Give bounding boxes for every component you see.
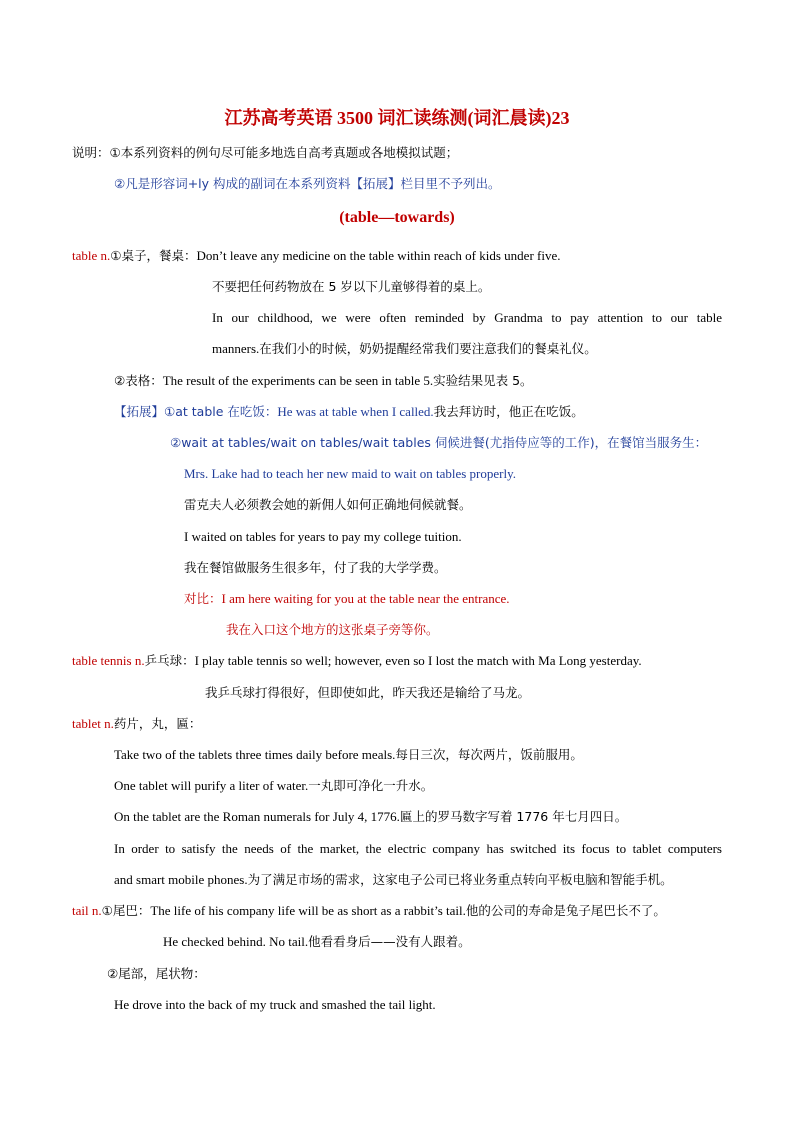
example-zh-text: 雷克夫人必须教会她的新佣人如何正确地伺候就餐。 <box>184 497 472 512</box>
example-en: One tablet will purify a liter of water. <box>114 778 309 793</box>
example-zh-text: 我在餐馆做服务生很多年，付了我的大学学费。 <box>184 560 447 575</box>
example-line <box>114 871 673 889</box>
example-zh <box>184 496 472 514</box>
entry-sense: ①桌子，餐桌： <box>110 248 197 263</box>
example-zh: 他看看身后——没有人跟着。 <box>308 934 471 949</box>
example-en: I play table tennis so well; however, even so I lost the match with Ma Long yesterday. <box>194 653 642 668</box>
example-zh: 为了满足市场的需求，这家电子公司已将业务重点转向平板电脑和智能手机。 <box>247 872 673 887</box>
entry-table-sense-2 <box>114 372 533 390</box>
example-zh <box>205 684 530 702</box>
entry-table-line-1 <box>72 247 560 265</box>
example-en: I am here waiting for you at the table near the entrance. <box>221 591 510 606</box>
example-zh <box>226 621 439 639</box>
example-zh: 我去拜访时，他正在吃饭。 <box>433 404 584 419</box>
example-en: Mrs. Lake had to teach her new maid to wait on tables properly. <box>184 466 516 481</box>
example-en: manners. <box>212 341 260 356</box>
entry-sense: 乒乓球： <box>144 653 195 668</box>
note-line-2 <box>114 175 501 193</box>
word-range-heading: (table—towards) <box>339 209 455 226</box>
entry-sense: ②尾部，尾状物： <box>107 966 206 981</box>
contrast-label: 对比： <box>184 591 222 606</box>
contrast-line <box>184 590 510 608</box>
example-en: He was at table when I called. <box>277 404 434 419</box>
extension-line-2 <box>170 434 707 452</box>
example-zh-text: 我乒乓球打得很好，但即使如此，昨天我还是输给了马龙。 <box>205 685 531 700</box>
example-en: On the tablet are the Roman numerals for July 4, 1776. <box>114 809 400 824</box>
example-en: Take two of the tablets three times daily before meals. <box>114 747 396 762</box>
entry-tail-sense-2 <box>107 965 206 983</box>
entry-tail-line-1 <box>72 902 666 920</box>
extension-head: ①at table 在吃饭： <box>164 404 278 419</box>
example-en: The life of his company life will be as short as a rabbit’s tail. <box>150 903 466 918</box>
entry-headword: tablet n. <box>72 716 114 731</box>
example-en: In order to satisfy the needs of the market, the electric company has switched its focus to tablet computers <box>114 841 722 856</box>
example-en: Don’t leave any medicine on the table within reach of kids under five. <box>196 248 561 263</box>
entry-headword: tail n. <box>72 903 102 918</box>
example-line <box>212 340 597 358</box>
example-line <box>114 808 627 826</box>
example-en: He drove into the back of my truck and smashed the tail light. <box>114 997 436 1012</box>
example-en: and smart mobile phones. <box>114 872 248 887</box>
example-line <box>114 777 433 795</box>
note-line-1 <box>72 144 458 162</box>
entry-sense: ②表格： <box>114 373 163 388</box>
example-zh <box>184 559 447 577</box>
example-zh: 在我们小的时候，奶奶提醒经常我们要注意我们的餐桌礼仪。 <box>259 341 597 356</box>
example-line <box>114 746 583 764</box>
note-label: 说明： <box>72 145 110 160</box>
entry-headword: table n. <box>72 248 111 263</box>
example-en: The result of the experiments can be seen in table 5. <box>162 373 434 388</box>
example-zh: 匾上的罗马数字写着 1776 年七月四日。 <box>399 809 628 824</box>
example-en: In our childhood, we were often reminded by Grandma to pay attention to our table <box>212 310 722 325</box>
example-en: I waited on tables for years to pay my college tuition. <box>184 529 462 544</box>
example-line <box>163 933 471 951</box>
example-zh-text: 不要把任何药物放在 5 岁以下儿童够得着的桌上。 <box>212 279 491 294</box>
entry-headword: table tennis n. <box>72 653 145 668</box>
note-item-1: ①本系列资料的例句尽可能多地选自高考真题或各地模拟试题； <box>109 145 459 160</box>
extension-line-1 <box>114 403 584 421</box>
example-zh-text: 我在入口这个地方的这张桌子旁等你。 <box>226 622 439 637</box>
example-zh <box>212 278 490 296</box>
example-zh: 他的公司的寿命是兔子尾巴长不了。 <box>465 903 666 918</box>
entry-sense: 药片，丸，匾： <box>113 716 202 731</box>
entry-table-tennis-line-1 <box>72 652 642 670</box>
extension-head: ②wait at tables/wait on tables/wait tables 伺候进餐(尤指侍应等的工作)，在餐馆当服务生： <box>170 435 708 450</box>
example-zh: 实验结果见表 5。 <box>433 373 533 388</box>
entry-sense: ①尾巴： <box>101 903 151 918</box>
entry-tablet-line-1 <box>72 715 201 733</box>
example-zh: 每日三次，每次两片，饭前服用。 <box>395 747 583 762</box>
note-item-2: ②凡是形容词+ly 构成的副词在本系列资料【拓展】栏目里不予列出。 <box>114 176 501 191</box>
example-zh: 一丸即可净化一升水。 <box>308 778 434 793</box>
example-en: He checked behind. No tail. <box>163 934 309 949</box>
page-title: 江苏高考英语 3500 词汇读练测(词汇晨读)23 <box>224 108 570 128</box>
extension-label: 【拓展】 <box>114 404 165 419</box>
